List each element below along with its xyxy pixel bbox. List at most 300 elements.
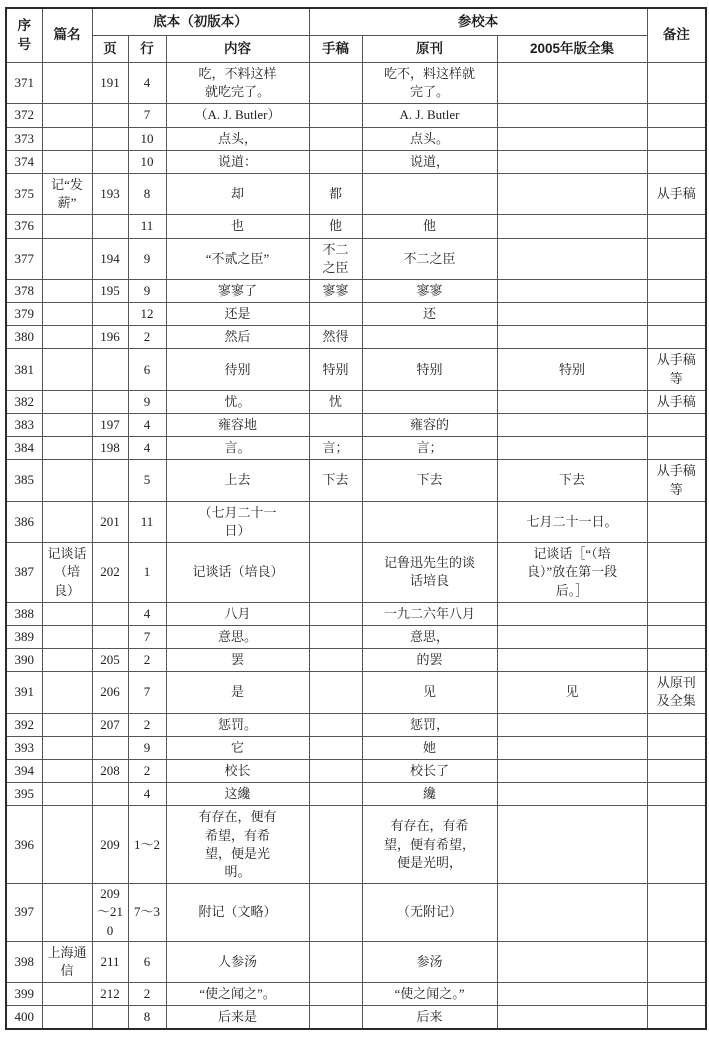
table-row — [6, 649, 706, 672]
table-row — [6, 460, 706, 501]
cell-manuscript — [309, 625, 362, 648]
cell-page — [92, 349, 128, 390]
cell-line: 7 — [128, 625, 166, 648]
cell-page: 207 — [92, 713, 128, 736]
cell-content: 校长 — [166, 760, 309, 783]
cell-page — [92, 127, 128, 150]
cell-manuscript — [309, 783, 362, 806]
cell-note: 从手稿等 — [647, 460, 706, 501]
header-manuscript: 手稿 — [309, 36, 362, 63]
cell-page: 198 — [92, 437, 128, 460]
cell-note — [647, 215, 706, 238]
cell-line: 2 — [128, 760, 166, 783]
cell-title — [42, 649, 92, 672]
table-row — [6, 736, 706, 759]
cell-page: 195 — [92, 279, 128, 302]
cell-no: 373 — [6, 127, 42, 150]
cell-no: 400 — [6, 1006, 42, 1030]
cell-page: 212 — [92, 983, 128, 1006]
table-row — [6, 983, 706, 1006]
cell-content: “使之闻之”。 — [166, 983, 309, 1006]
cell-no: 399 — [6, 983, 42, 1006]
header-quanji: 2005年版全集 — [497, 36, 647, 63]
cell-page: 211 — [92, 941, 128, 982]
header-row-sub — [6, 36, 706, 63]
cell-note — [647, 279, 706, 302]
cell-manuscript: 不二之臣 — [309, 238, 362, 279]
cell-line: 7～3 — [128, 884, 166, 942]
cell-content: 忧。 — [166, 390, 309, 413]
cell-page — [92, 602, 128, 625]
cell-no: 371 — [6, 63, 42, 104]
cell-quanji — [497, 941, 647, 982]
cell-original: 参汤 — [362, 941, 497, 982]
cell-title — [42, 104, 92, 127]
cell-quanji — [497, 150, 647, 173]
cell-no: 397 — [6, 884, 42, 942]
cell-note — [647, 127, 706, 150]
cell-no: 392 — [6, 713, 42, 736]
cell-no: 387 — [6, 543, 42, 603]
table-row — [6, 414, 706, 437]
cell-original: 纔 — [362, 783, 497, 806]
table-row — [6, 602, 706, 625]
table-row — [6, 390, 706, 413]
cell-note — [647, 1006, 706, 1030]
cell-original: 后来 — [362, 1006, 497, 1030]
cell-note — [647, 437, 706, 460]
table-row — [6, 150, 706, 173]
cell-original — [362, 390, 497, 413]
cell-no: 376 — [6, 215, 42, 238]
cell-content: 也 — [166, 215, 309, 238]
cell-note — [647, 303, 706, 326]
cell-line: 2 — [128, 326, 166, 349]
cell-page — [92, 736, 128, 759]
header-no: 序号 — [6, 8, 42, 63]
cell-page: 202 — [92, 543, 128, 603]
cell-note — [647, 884, 706, 942]
cell-note: 从手稿 — [647, 390, 706, 413]
cell-manuscript — [309, 806, 362, 884]
cell-original: 吃不，料这样就完了。 — [362, 63, 497, 104]
cell-original: 校长了 — [362, 760, 497, 783]
cell-line: 7 — [128, 104, 166, 127]
cell-title — [42, 215, 92, 238]
cell-manuscript — [309, 543, 362, 603]
cell-original: 有存在，有希望，便有希望，便是光明， — [362, 806, 497, 884]
cell-quanji — [497, 127, 647, 150]
cell-no: 377 — [6, 238, 42, 279]
table-row — [6, 349, 706, 390]
cell-note — [647, 326, 706, 349]
cell-original — [362, 326, 497, 349]
cell-original: 还 — [362, 303, 497, 326]
cell-quanji — [497, 173, 647, 214]
cell-title: 记“发薪” — [42, 173, 92, 214]
cell-page — [92, 390, 128, 413]
cell-content: 附记（文略） — [166, 884, 309, 942]
cell-title: 上海通信 — [42, 941, 92, 982]
cell-original — [362, 501, 497, 542]
cell-note — [647, 104, 706, 127]
cell-content: 有存在，便有希望，有希望，便是光明。 — [166, 806, 309, 884]
cell-content: 还是 — [166, 303, 309, 326]
cell-original: 的罢 — [362, 649, 497, 672]
cell-quanji: 下去 — [497, 460, 647, 501]
cell-quanji — [497, 625, 647, 648]
cell-line: 11 — [128, 501, 166, 542]
cell-no: 385 — [6, 460, 42, 501]
cell-line: 11 — [128, 215, 166, 238]
cell-title — [42, 460, 92, 501]
cell-no: 395 — [6, 783, 42, 806]
table-row — [6, 279, 706, 302]
cell-no: 379 — [6, 303, 42, 326]
cell-no: 390 — [6, 649, 42, 672]
cell-line: 10 — [128, 127, 166, 150]
cell-quanji — [497, 760, 647, 783]
cell-original: 他 — [362, 215, 497, 238]
cell-content: 说道： — [166, 150, 309, 173]
cell-title — [42, 390, 92, 413]
cell-manuscript: 然得 — [309, 326, 362, 349]
cell-manuscript: 下去 — [309, 460, 362, 501]
cell-title — [42, 983, 92, 1006]
cell-line: 10 — [128, 150, 166, 173]
cell-manuscript — [309, 736, 362, 759]
cell-content: 八月 — [166, 602, 309, 625]
cell-page — [92, 625, 128, 648]
cell-quanji — [497, 783, 647, 806]
cell-page: 209～210 — [92, 884, 128, 942]
table-header — [6, 8, 706, 63]
cell-manuscript — [309, 1006, 362, 1030]
cell-no: 380 — [6, 326, 42, 349]
cell-line: 1 — [128, 543, 166, 603]
cell-title — [42, 1006, 92, 1030]
cell-title — [42, 625, 92, 648]
cell-quanji: 见 — [497, 672, 647, 713]
table-row — [6, 625, 706, 648]
table-row — [6, 127, 706, 150]
cell-title — [42, 501, 92, 542]
cell-content: 然后 — [166, 326, 309, 349]
cell-no: 391 — [6, 672, 42, 713]
cell-no: 381 — [6, 349, 42, 390]
cell-line: 8 — [128, 1006, 166, 1030]
cell-page: 208 — [92, 760, 128, 783]
cell-title — [42, 303, 92, 326]
cell-title — [42, 713, 92, 736]
cell-title — [42, 783, 92, 806]
cell-original: 不二之臣 — [362, 238, 497, 279]
cell-line: 9 — [128, 736, 166, 759]
cell-title — [42, 326, 92, 349]
cell-original: A. J. Butler — [362, 104, 497, 127]
cell-line: 8 — [128, 173, 166, 214]
table-body — [6, 63, 706, 1030]
cell-content: 这纔 — [166, 783, 309, 806]
cell-note: 从手稿等 — [647, 349, 706, 390]
table-row — [6, 543, 706, 603]
cell-line: 2 — [128, 649, 166, 672]
cell-note — [647, 501, 706, 542]
cell-page: 209 — [92, 806, 128, 884]
cell-line: 2 — [128, 713, 166, 736]
cell-content: 记谈话（培良） — [166, 543, 309, 603]
cell-manuscript: 言； — [309, 437, 362, 460]
cell-manuscript: 都 — [309, 173, 362, 214]
cell-content: （A. J. Butler） — [166, 104, 309, 127]
table-row — [6, 215, 706, 238]
cell-no: 388 — [6, 602, 42, 625]
cell-note — [647, 602, 706, 625]
cell-manuscript: 寥寥 — [309, 279, 362, 302]
cell-note — [647, 150, 706, 173]
cell-manuscript: 忧 — [309, 390, 362, 413]
cell-page: 194 — [92, 238, 128, 279]
cell-content: 雍容地 — [166, 414, 309, 437]
cell-original: 雍容的 — [362, 414, 497, 437]
table-row — [6, 173, 706, 214]
cell-note — [647, 543, 706, 603]
cell-line: 4 — [128, 63, 166, 104]
cell-title — [42, 806, 92, 884]
cell-content: 是 — [166, 672, 309, 713]
cell-original: 惩罚， — [362, 713, 497, 736]
cell-note — [647, 63, 706, 104]
collation-table — [5, 7, 707, 1030]
cell-manuscript: 特别 — [309, 349, 362, 390]
table-row — [6, 104, 706, 127]
cell-manuscript: 他 — [309, 215, 362, 238]
cell-note — [647, 414, 706, 437]
cell-no: 382 — [6, 390, 42, 413]
cell-content: 待别 — [166, 349, 309, 390]
cell-original: 一九二六年八月 — [362, 602, 497, 625]
cell-title — [42, 238, 92, 279]
cell-manuscript — [309, 127, 362, 150]
cell-quanji — [497, 238, 647, 279]
cell-page: 196 — [92, 326, 128, 349]
table-row — [6, 672, 706, 713]
cell-page — [92, 460, 128, 501]
cell-quanji — [497, 326, 647, 349]
cell-original: 特别 — [362, 349, 497, 390]
table-row — [6, 941, 706, 982]
cell-content: 人参汤 — [166, 941, 309, 982]
cell-quanji — [497, 437, 647, 460]
cell-quanji — [497, 736, 647, 759]
cell-line: 9 — [128, 279, 166, 302]
cell-no: 372 — [6, 104, 42, 127]
cell-quanji — [497, 884, 647, 942]
cell-no: 393 — [6, 736, 42, 759]
cell-content: 吃，不料这样就吃完了。 — [166, 63, 309, 104]
cell-page: 205 — [92, 649, 128, 672]
cell-manuscript — [309, 760, 362, 783]
cell-quanji — [497, 390, 647, 413]
cell-title — [42, 884, 92, 942]
table-row — [6, 884, 706, 942]
cell-page — [92, 303, 128, 326]
cell-original: 记鲁迅先生的谈话培良 — [362, 543, 497, 603]
cell-title — [42, 602, 92, 625]
cell-line: 4 — [128, 602, 166, 625]
cell-manuscript — [309, 713, 362, 736]
table-row — [6, 437, 706, 460]
cell-no: 386 — [6, 501, 42, 542]
cell-title — [42, 150, 92, 173]
cell-title — [42, 414, 92, 437]
header-title: 篇名 — [42, 8, 92, 63]
cell-original: 说道， — [362, 150, 497, 173]
cell-line: 2 — [128, 983, 166, 1006]
cell-quanji: 特别 — [497, 349, 647, 390]
cell-quanji — [497, 279, 647, 302]
cell-note — [647, 649, 706, 672]
cell-content: 意思。 — [166, 625, 309, 648]
table-row — [6, 303, 706, 326]
cell-original: 她 — [362, 736, 497, 759]
cell-page: 197 — [92, 414, 128, 437]
header-content: 内容 — [166, 36, 309, 63]
cell-manuscript — [309, 501, 362, 542]
cell-content: 却 — [166, 173, 309, 214]
cell-note — [647, 806, 706, 884]
cell-quanji — [497, 215, 647, 238]
cell-title — [42, 63, 92, 104]
cell-manuscript — [309, 414, 362, 437]
table-row — [6, 806, 706, 884]
cell-manuscript — [309, 983, 362, 1006]
cell-note — [647, 713, 706, 736]
cell-quanji — [497, 806, 647, 884]
table-row — [6, 238, 706, 279]
cell-manuscript — [309, 672, 362, 713]
cell-quanji: 七月二十一日。 — [497, 501, 647, 542]
cell-original: 点头。 — [362, 127, 497, 150]
cell-note — [647, 760, 706, 783]
cell-line: 6 — [128, 349, 166, 390]
cell-quanji — [497, 602, 647, 625]
cell-content: 惩罚。 — [166, 713, 309, 736]
cell-note — [647, 783, 706, 806]
cell-note — [647, 625, 706, 648]
cell-quanji — [497, 713, 647, 736]
cell-note — [647, 238, 706, 279]
cell-manuscript — [309, 63, 362, 104]
cell-content: （七月二十一日） — [166, 501, 309, 542]
cell-line: 4 — [128, 414, 166, 437]
cell-manuscript — [309, 602, 362, 625]
table-row — [6, 63, 706, 104]
cell-no: 374 — [6, 150, 42, 173]
table-row — [6, 1006, 706, 1030]
cell-no: 398 — [6, 941, 42, 982]
cell-no: 383 — [6, 414, 42, 437]
cell-line: 9 — [128, 238, 166, 279]
header-row-top — [6, 8, 706, 36]
cell-line: 6 — [128, 941, 166, 982]
cell-content: 它 — [166, 736, 309, 759]
cell-original: 见 — [362, 672, 497, 713]
cell-page: 191 — [92, 63, 128, 104]
cell-title: 记谈话（培良） — [42, 543, 92, 603]
header-page: 页 — [92, 36, 128, 63]
cell-content: 言。 — [166, 437, 309, 460]
cell-title — [42, 437, 92, 460]
cell-line: 9 — [128, 390, 166, 413]
cell-no: 394 — [6, 760, 42, 783]
cell-quanji — [497, 1006, 647, 1030]
header-line: 行 — [128, 36, 166, 63]
cell-note — [647, 983, 706, 1006]
cell-note: 从原刊及全集 — [647, 672, 706, 713]
header-base-group: 底本（初版本） — [92, 8, 309, 36]
cell-quanji: 记谈话［“（培良）”放在第一段后。］ — [497, 543, 647, 603]
cell-manuscript — [309, 884, 362, 942]
cell-page — [92, 150, 128, 173]
cell-content: 寥寥了 — [166, 279, 309, 302]
cell-original: 寥寥 — [362, 279, 497, 302]
cell-title — [42, 279, 92, 302]
cell-manuscript — [309, 104, 362, 127]
table-row — [6, 760, 706, 783]
cell-manuscript — [309, 303, 362, 326]
table-row — [6, 501, 706, 542]
cell-manuscript — [309, 941, 362, 982]
cell-note — [647, 941, 706, 982]
cell-line: 5 — [128, 460, 166, 501]
cell-title — [42, 127, 92, 150]
table-row — [6, 713, 706, 736]
cell-quanji — [497, 649, 647, 672]
cell-content: 点头， — [166, 127, 309, 150]
cell-no: 378 — [6, 279, 42, 302]
cell-page — [92, 104, 128, 127]
cell-line: 12 — [128, 303, 166, 326]
cell-note: 从手稿 — [647, 173, 706, 214]
cell-quanji — [497, 63, 647, 104]
cell-original: 下去 — [362, 460, 497, 501]
cell-original: （无附记） — [362, 884, 497, 942]
table-row — [6, 326, 706, 349]
cell-title — [42, 349, 92, 390]
cell-page — [92, 1006, 128, 1030]
cell-page: 193 — [92, 173, 128, 214]
cell-line: 4 — [128, 437, 166, 460]
table-row — [6, 783, 706, 806]
cell-quanji — [497, 303, 647, 326]
cell-page: 201 — [92, 501, 128, 542]
cell-content: 罢 — [166, 649, 309, 672]
cell-line: 4 — [128, 783, 166, 806]
header-original: 原刊 — [362, 36, 497, 63]
cell-page — [92, 215, 128, 238]
cell-original: 言； — [362, 437, 497, 460]
cell-line: 7 — [128, 672, 166, 713]
cell-no: 396 — [6, 806, 42, 884]
cell-manuscript — [309, 649, 362, 672]
cell-quanji — [497, 983, 647, 1006]
cell-content: “不贰之臣” — [166, 238, 309, 279]
cell-note — [647, 736, 706, 759]
header-note: 备注 — [647, 8, 706, 63]
cell-title — [42, 760, 92, 783]
header-ref-group: 参校本 — [309, 8, 647, 36]
